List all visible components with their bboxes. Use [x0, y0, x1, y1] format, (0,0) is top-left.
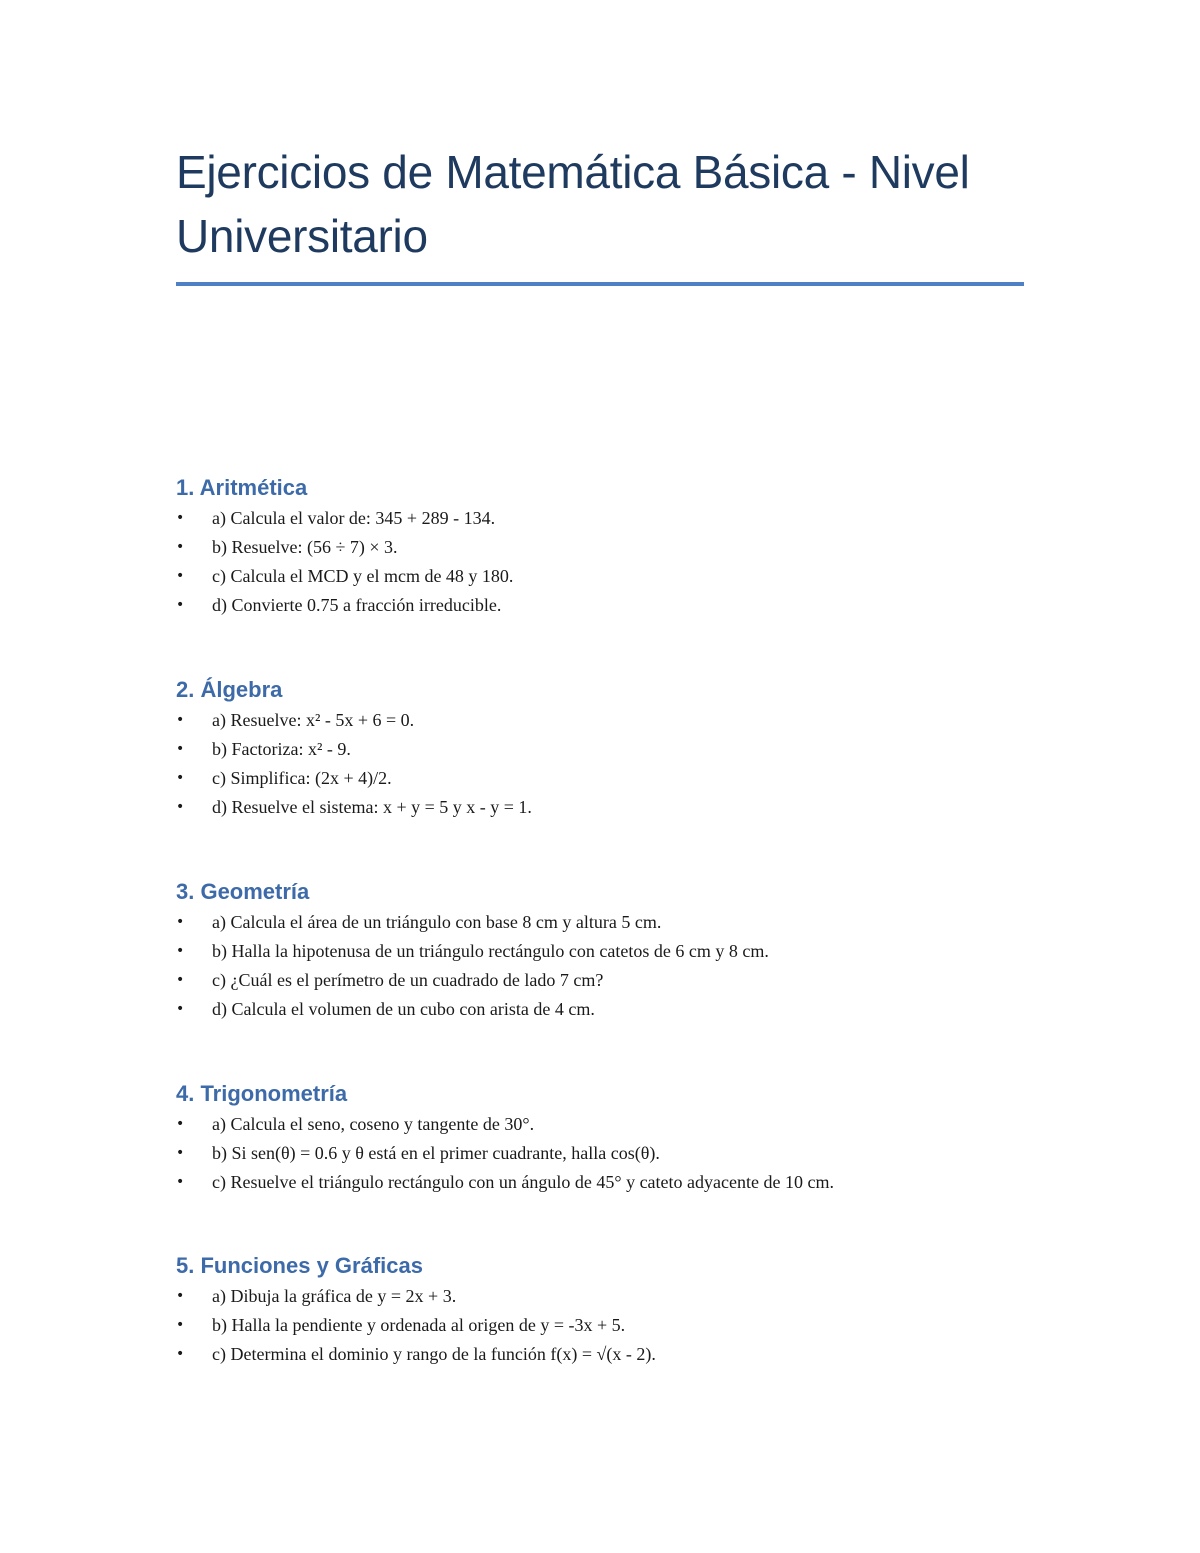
bullet-icon: •: [176, 770, 185, 786]
bullet-icon: •: [176, 1145, 185, 1161]
exercise-list: [176, 908, 769, 1024]
bullet-icon: •: [176, 943, 185, 959]
exercise-text: c) ¿Cuál es el perímetro de un cuadrado de lado 7 cm?: [212, 970, 604, 990]
section-trigonometria: [176, 1078, 834, 1197]
document-page: [176, 140, 1024, 1364]
exercise-item: [176, 706, 532, 735]
exercise-text: b) Resuelve: (56 ÷ 7) × 3.: [212, 537, 398, 557]
section-heading: 5. Funciones y Gráficas: [176, 1253, 423, 1278]
bullet-icon: •: [176, 597, 185, 613]
exercise-text: a) Calcula el seno, coseno y tangente de 30°.: [212, 1114, 535, 1134]
exercise-text: b) Halla la pendiente y ordenada al origen de y = -3x + 5.: [212, 1315, 626, 1335]
exercise-text: c) Simplifica: (2x + 4)/2.: [212, 768, 392, 788]
exercise-item: [176, 1282, 656, 1311]
exercise-text: d) Calcula el volumen de un cubo con arista de 4 cm.: [212, 999, 595, 1019]
document-title: Ejercicios de Matemática Básica - Nivel Universitario: [176, 146, 970, 262]
exercise-item: [176, 533, 513, 562]
exercise-text: b) Si sen(θ) = 0.6 y θ está en el primer cuadrante, halla cos(θ).: [212, 1143, 660, 1163]
bullet-icon: •: [176, 799, 185, 815]
exercise-text: a) Calcula el valor de: 345 + 289 - 134.: [212, 508, 496, 528]
exercise-item: [176, 591, 513, 620]
bullet-icon: •: [176, 972, 185, 988]
exercise-item: [176, 793, 532, 822]
section-heading: 3. Geometría: [176, 879, 310, 904]
exercise-item: [176, 908, 769, 937]
exercise-item: [176, 1110, 834, 1139]
section-geometria: [176, 876, 769, 1024]
bullet-icon: •: [176, 1001, 185, 1017]
section-heading: 1. Aritmética: [176, 475, 308, 500]
exercise-text: c) Calcula el MCD y el mcm de 48 y 180.: [212, 566, 514, 586]
section-funciones-graficas: [176, 1250, 656, 1369]
exercise-text: c) Determina el dominio y rango de la función f(x) = √(x - 2).: [212, 1344, 656, 1364]
exercise-text: a) Dibuja la gráfica de y = 2x + 3.: [212, 1286, 457, 1306]
section-aritmetica: [176, 472, 513, 620]
bullet-icon: •: [176, 1174, 185, 1190]
section-heading: 4. Trigonometría: [176, 1081, 348, 1106]
exercise-item: [176, 1168, 834, 1197]
exercise-text: a) Resuelve: x² - 5x + 6 = 0.: [212, 710, 415, 730]
exercise-list: [176, 1282, 656, 1369]
exercise-text: d) Resuelve el sistema: x + y = 5 y x - y = 1.: [212, 797, 532, 817]
exercise-text: b) Factoriza: x² - 9.: [212, 739, 351, 759]
exercise-item: [176, 735, 532, 764]
exercise-text: d) Convierte 0.75 a fracción irreducible.: [212, 595, 502, 615]
exercise-list: [176, 1110, 834, 1197]
exercise-item: [176, 995, 769, 1024]
exercise-text: a) Calcula el área de un triángulo con base 8 cm y altura 5 cm.: [212, 912, 662, 932]
bullet-icon: •: [176, 1317, 185, 1333]
exercise-item: [176, 1139, 834, 1168]
exercise-item: [176, 1311, 656, 1340]
exercise-item: [176, 1340, 656, 1369]
bullet-icon: •: [176, 1116, 185, 1132]
exercise-text: c) Resuelve el triángulo rectángulo con un ángulo de 45° y cateto adyacente de 10 cm.: [212, 1172, 834, 1192]
exercise-list: [176, 504, 513, 620]
bullet-icon: •: [176, 1346, 185, 1362]
exercise-text: b) Halla la hipotenusa de un triángulo rectángulo con catetos de 6 cm y 8 cm.: [212, 941, 769, 961]
bullet-icon: •: [176, 539, 185, 555]
exercise-item: [176, 504, 513, 533]
bullet-icon: •: [176, 712, 185, 728]
section-heading: 2. Álgebra: [176, 677, 283, 702]
exercise-list: [176, 706, 532, 822]
exercise-item: [176, 966, 769, 995]
bullet-icon: •: [176, 568, 185, 584]
title-underline-rule: [176, 282, 1024, 286]
exercise-item: [176, 937, 769, 966]
exercise-item: [176, 562, 513, 591]
section-algebra: [176, 674, 532, 822]
exercise-item: [176, 764, 532, 793]
bullet-icon: •: [176, 914, 185, 930]
bullet-icon: •: [176, 1288, 185, 1304]
bullet-icon: •: [176, 741, 185, 757]
bullet-icon: •: [176, 510, 185, 526]
